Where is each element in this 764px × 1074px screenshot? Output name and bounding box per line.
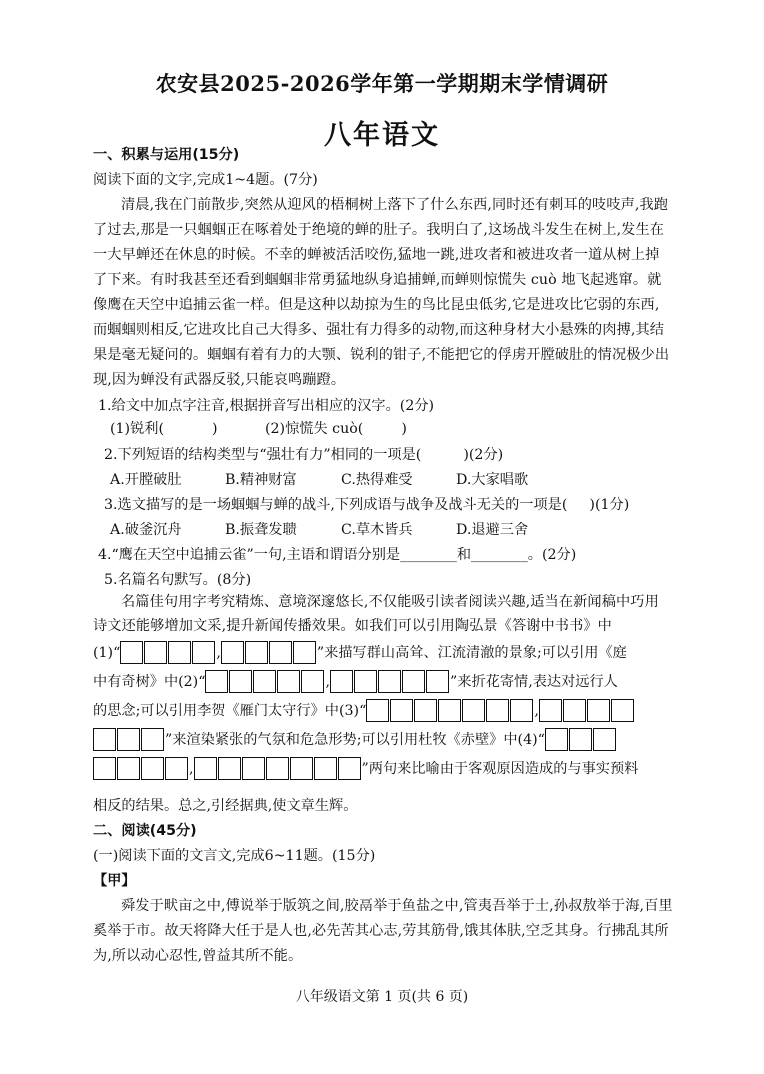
answer-box[interactable]: [366, 699, 389, 722]
answer-box[interactable]: [144, 641, 167, 664]
fill-row-2: 中有奇树》中(2)“ , ”来折花寄情,表达对远行人: [93, 667, 683, 696]
question-5-ending: 相反的结果。总之,引经据典,使文章生辉。: [93, 798, 358, 814]
answer-box[interactable]: [301, 670, 324, 693]
answer-box[interactable]: [593, 728, 616, 751]
answer-box[interactable]: [462, 699, 485, 722]
question-1: 1.给文中加点字注音,根据拼音写出相应的汉字。(2分): [98, 398, 435, 414]
answer-box[interactable]: [218, 757, 241, 780]
subject-title: 八年语文: [324, 120, 440, 151]
answer-box[interactable]: [414, 699, 437, 722]
question-5: 5.名篇名句默写。(8分): [104, 572, 252, 588]
answer-box[interactable]: [563, 699, 586, 722]
answer-box[interactable]: [390, 699, 413, 722]
answer-box[interactable]: [253, 670, 276, 693]
answer-box[interactable]: [545, 728, 568, 751]
answer-box[interactable]: [168, 641, 191, 664]
answer-box[interactable]: [165, 757, 188, 780]
question-3-option-a: A.破釜沉舟: [110, 522, 182, 538]
fill-row-3: 的思念;可以引用李贺《雁门太守行》中(3)“ ,: [93, 696, 683, 725]
page-footer: 八年级语文第 1 页(共 6 页): [295, 989, 469, 1005]
answer-box[interactable]: [269, 641, 292, 664]
answer-box[interactable]: [330, 670, 353, 693]
fill-row-4: ”来渲染紧张的气氛和危急形势;可以引用杜牧《赤壁》中(4)“: [93, 725, 683, 754]
answer-box[interactable]: [611, 699, 634, 722]
fill-row-5: , ”两句来比喻由于客观原因造成的与事实预料: [93, 754, 683, 783]
question-2-option-b: B.精神财富: [225, 472, 297, 488]
section1-heading: 一、积累与运用(15分): [93, 147, 240, 163]
question-1-part-b: (2)惊慌失 cuò( ): [265, 421, 407, 437]
question-4: 4.“鹰在天空中追捕云雀”一句,主语和谓语分别是________和________。(2分): [98, 547, 577, 563]
answer-box[interactable]: [242, 757, 265, 780]
answer-box[interactable]: [93, 728, 116, 751]
answer-box[interactable]: [117, 728, 140, 751]
answer-box[interactable]: [93, 757, 116, 780]
answer-box[interactable]: [510, 699, 533, 722]
question-5-intro: 名篇佳句用字考究精炼、意境深邃悠长,不仅能吸引读者阅读兴趣,适当在新闻稿中巧用诗文还能够增加文采,提升新闻传播效果。如我们可以引用陶弘景《答谢中书书》中: [93, 594, 659, 634]
answer-box[interactable]: [205, 670, 228, 693]
question-1-part-a: (1)锐利( ): [110, 421, 218, 437]
answer-box[interactable]: [194, 757, 217, 780]
answer-box[interactable]: [438, 699, 461, 722]
question-2-option-d: D.大家唱歌: [456, 472, 529, 488]
question-3-option-d: D.退避三舍: [456, 522, 529, 538]
answer-box[interactable]: [266, 757, 289, 780]
answer-box[interactable]: [117, 757, 140, 780]
question-3-option-c: C.草木皆兵: [341, 522, 413, 538]
answer-box[interactable]: [277, 670, 300, 693]
answer-box[interactable]: [141, 757, 164, 780]
answer-box[interactable]: [314, 757, 337, 780]
answer-box[interactable]: [426, 670, 449, 693]
answer-box[interactable]: [229, 670, 252, 693]
reading-passage: 清晨,我在门前散步,突然从迎风的梧桐树上落下了什么东西,同时还有刺耳的吱吱声,我跑了过去,那是一只蝈蝈正在啄着处于绝境的蝉的肚子。我明白了,这场战斗发生在树上,发生在一大早蝉还在休息的时候。不幸的蝉被活活咬伤,猛地一跳,进攻者和被进攻者一道从树上掉了下来。有时我甚至还看到蝈蝈非常勇猛地纵身追捕蝉,而蝉则惊慌失 cuò 地飞起逃窜。就像鹰在天空中追捕云雀一样。但是这种以劫掠为生的鸟比昆虫低劣,它是进攻比它弱的东西,而蝈蝈则相反,它进攻比自己大得多、强壮有力得多的动物,而这种身材大小悬殊的肉搏,其结果是毫无疑问的。蝈蝈有着有力的大颚、锐利的钳子,不能把它的俘虏开膛破肚的情况极少出现,因为蝉没有武器反驳,只能哀鸣蹦蹬。: [93, 197, 670, 388]
answer-box[interactable]: [486, 699, 509, 722]
answer-box[interactable]: [569, 728, 592, 751]
question-3: 3.选文描写的是一场蝈蝈与蝉的战斗,下列成语与战争及战斗无关的一项是( )(1分): [104, 497, 630, 513]
fill-row-1: (1)“ , ”来描写群山高耸、江流清澈的景象;可以引用《庭: [93, 638, 683, 667]
answer-box[interactable]: [120, 641, 143, 664]
answer-box[interactable]: [192, 641, 215, 664]
classical-passage: 舜发于畎亩之中,傅说举于版筑之间,胶鬲举于鱼盐之中,管夷吾举于士,孙叔敖举于海,百里奚举于市。故天将降大任于是人也,必先苦其心志,劳其筋骨,饿其体肤,空乏其身。行拂乱其所为,所以动心忍性,曾益其所不能。: [93, 898, 673, 964]
answer-box[interactable]: [402, 670, 425, 693]
answer-box[interactable]: [141, 728, 164, 751]
answer-box[interactable]: [539, 699, 562, 722]
section2-heading: 二、阅读(45分): [93, 823, 197, 839]
question-2-option-a: A.开膛破肚: [110, 472, 182, 488]
question-2-option-c: C.热得难受: [341, 472, 413, 488]
answer-box[interactable]: [245, 641, 268, 664]
answer-box[interactable]: [338, 757, 361, 780]
answer-box[interactable]: [354, 670, 377, 693]
exam-title: 农安县2025-2026学年第一学期期末学情调研: [155, 71, 609, 96]
answer-box[interactable]: [290, 757, 313, 780]
passage-label-jia: 【甲】: [93, 873, 136, 889]
section1-intro: 阅读下面的文字,完成1~4题。(7分): [93, 172, 318, 188]
question-3-option-b: B.振聋发聩: [225, 522, 297, 538]
recitation-fill-area: [93, 638, 683, 783]
question-2: 2.下列短语的结构类型与“强壮有力”相同的一项是( )(2分): [104, 447, 504, 463]
answer-box[interactable]: [293, 641, 316, 664]
section2-subheading: (一)阅读下面的文言文,完成6~11题。(15分): [93, 848, 376, 864]
answer-box[interactable]: [587, 699, 610, 722]
answer-box[interactable]: [378, 670, 401, 693]
answer-box[interactable]: [221, 641, 244, 664]
